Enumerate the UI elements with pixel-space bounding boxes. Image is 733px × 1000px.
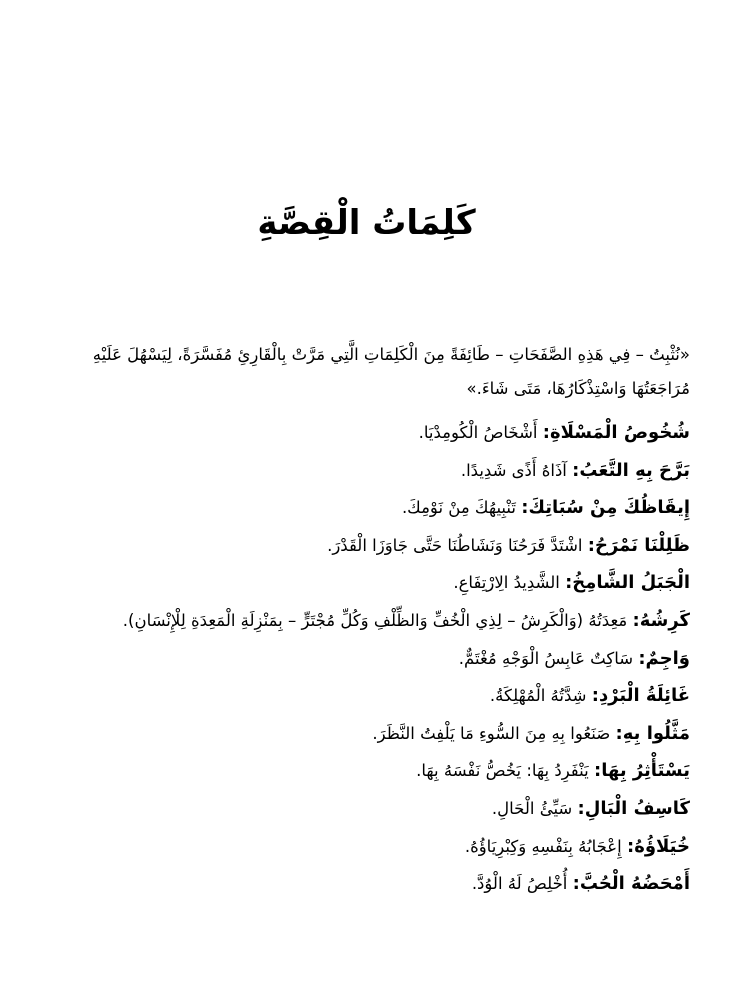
- term-separator: :: [593, 760, 602, 782]
- term-separator: :: [572, 459, 580, 481]
- term-separator: :: [638, 647, 646, 669]
- term-separator: :: [615, 722, 623, 744]
- glossary-definition: يَنْفَرِدُ بِهَا: يَخُصُّ نَفْسَهُ بِهَا.: [416, 761, 589, 781]
- glossary-entry: [40, 790, 690, 828]
- term-separator: :: [587, 534, 595, 556]
- glossary-definition: سَيِّئُ الْحَالِ.: [491, 798, 573, 818]
- term-separator: :: [542, 422, 550, 443]
- glossary-term: غَائِلَةُ الْبَرْدِ: [598, 685, 690, 707]
- glossary-definition: آذَاهُ أَذًى شَدِيدًا.: [460, 460, 567, 480]
- glossary-term: شُخُوصُ الْمَسْلَاةِ: [549, 422, 690, 443]
- page-title: كَلِمَاتُ الْقِصَّةِ: [257, 203, 476, 243]
- glossary-term: أَمْحَضُهُ الْحُبَّ: [579, 873, 690, 895]
- glossary-definition: سَاكِتٌ عَابِسُ الْوَجْهِ مُغْتَمٌّ.: [458, 648, 634, 668]
- glossary-term: كَرِشُهُ: [639, 609, 690, 631]
- term-separator: :: [632, 609, 640, 631]
- glossary-entry: [40, 564, 690, 602]
- term-separator: :: [521, 497, 529, 519]
- glossary-definition: الشَّدِيدُ الِارْتِفَاعِ.: [453, 573, 560, 593]
- term-separator: :: [591, 685, 599, 707]
- glossary-entry: [40, 640, 690, 678]
- glossary-term: بَرَّحَ بِهِ التَّعَبُ: [579, 459, 690, 481]
- glossary-definition: إِعْجَابُهُ بِنَفْسِهِ وَكِبْرِيَاؤُهُ.: [464, 836, 622, 856]
- glossary-definition: تَنْبِيهُكَ مِنْ نَوْمِكَ.: [401, 498, 516, 518]
- glossary-term: كَاسِفُ الْبَالِ: [584, 797, 690, 819]
- glossary-entry: [40, 602, 690, 640]
- glossary-term: مَثَّلُوا بِهِ: [622, 722, 690, 744]
- glossary-entry: [40, 865, 690, 903]
- glossary-term: ظَلِلْنَا نَمْرَحُ: [594, 534, 690, 556]
- glossary-term: الْجَبَلُ الشَّامِخُ: [572, 572, 690, 594]
- glossary-definition: شِدَّتُهُ الْمُهْلِكَةُ.: [489, 686, 587, 706]
- glossary-definition: صَنَعُوا بِهِ مِنَ السُّوءِ مَا يَلْفِتُ النَّظَرَ.: [372, 723, 611, 743]
- glossary-entry: [40, 452, 690, 490]
- glossary-entry: [40, 414, 690, 452]
- intro-paragraph: «نُثْبِتُ – فِي هَذِهِ الصَّفَحَاتِ – طَائِفَةً مِنَ الْكَلِمَاتِ الَّتِي مَرَّتْ بِالْقَارِئِ مُفَسَّرَةً، لِيَسْهُلَ عَلَيْهِ مُرَاجَعَتُهَا وَاسْتِذْكَارُهَا، مَتَى شَاءَ.»: [92, 345, 690, 398]
- glossary-term: يَسْتَأْثِرُ بِهَا: [601, 760, 690, 782]
- glossary-definition: اشْتَدَّ فَرَحُنَا وَنَشَاطُنَا حَتَّى جَاوَزَا الْقَدْرَ.: [327, 535, 583, 555]
- term-separator: :: [572, 873, 580, 895]
- glossary-entry: [40, 527, 690, 565]
- glossary-definition: مَعِدَتُهُ (وَالْكَرِشُ – لِذِي الْخُفِّ وَالظِّلْفِ وَكُلِّ مُجْتَرٍّ – بِمَنْزِلَةِ الْمَعِدَةِ لِلْإِنْسَانِ).: [122, 610, 628, 630]
- glossary-entry: [40, 677, 690, 715]
- glossary-term: إِيقَاظُكَ مِنْ سُبَاتِكَ: [528, 497, 690, 519]
- glossary-list: [40, 414, 690, 903]
- glossary-term: خُيَلَاؤُهُ: [634, 835, 690, 857]
- term-separator: :: [626, 835, 635, 857]
- glossary-definition: أُخْلِصُ لَهُ الْوُدَّ.: [471, 874, 568, 894]
- term-separator: :: [565, 572, 573, 594]
- glossary-definition: أَشْخَاصُ الْكُومِدْيَا.: [418, 423, 538, 442]
- term-separator: :: [577, 797, 585, 819]
- glossary-term: وَاجِمٌ: [645, 647, 690, 669]
- glossary-entry: [40, 715, 690, 753]
- glossary-entry: [40, 828, 690, 866]
- glossary-entry: [40, 752, 690, 790]
- glossary-entry: [40, 489, 690, 527]
